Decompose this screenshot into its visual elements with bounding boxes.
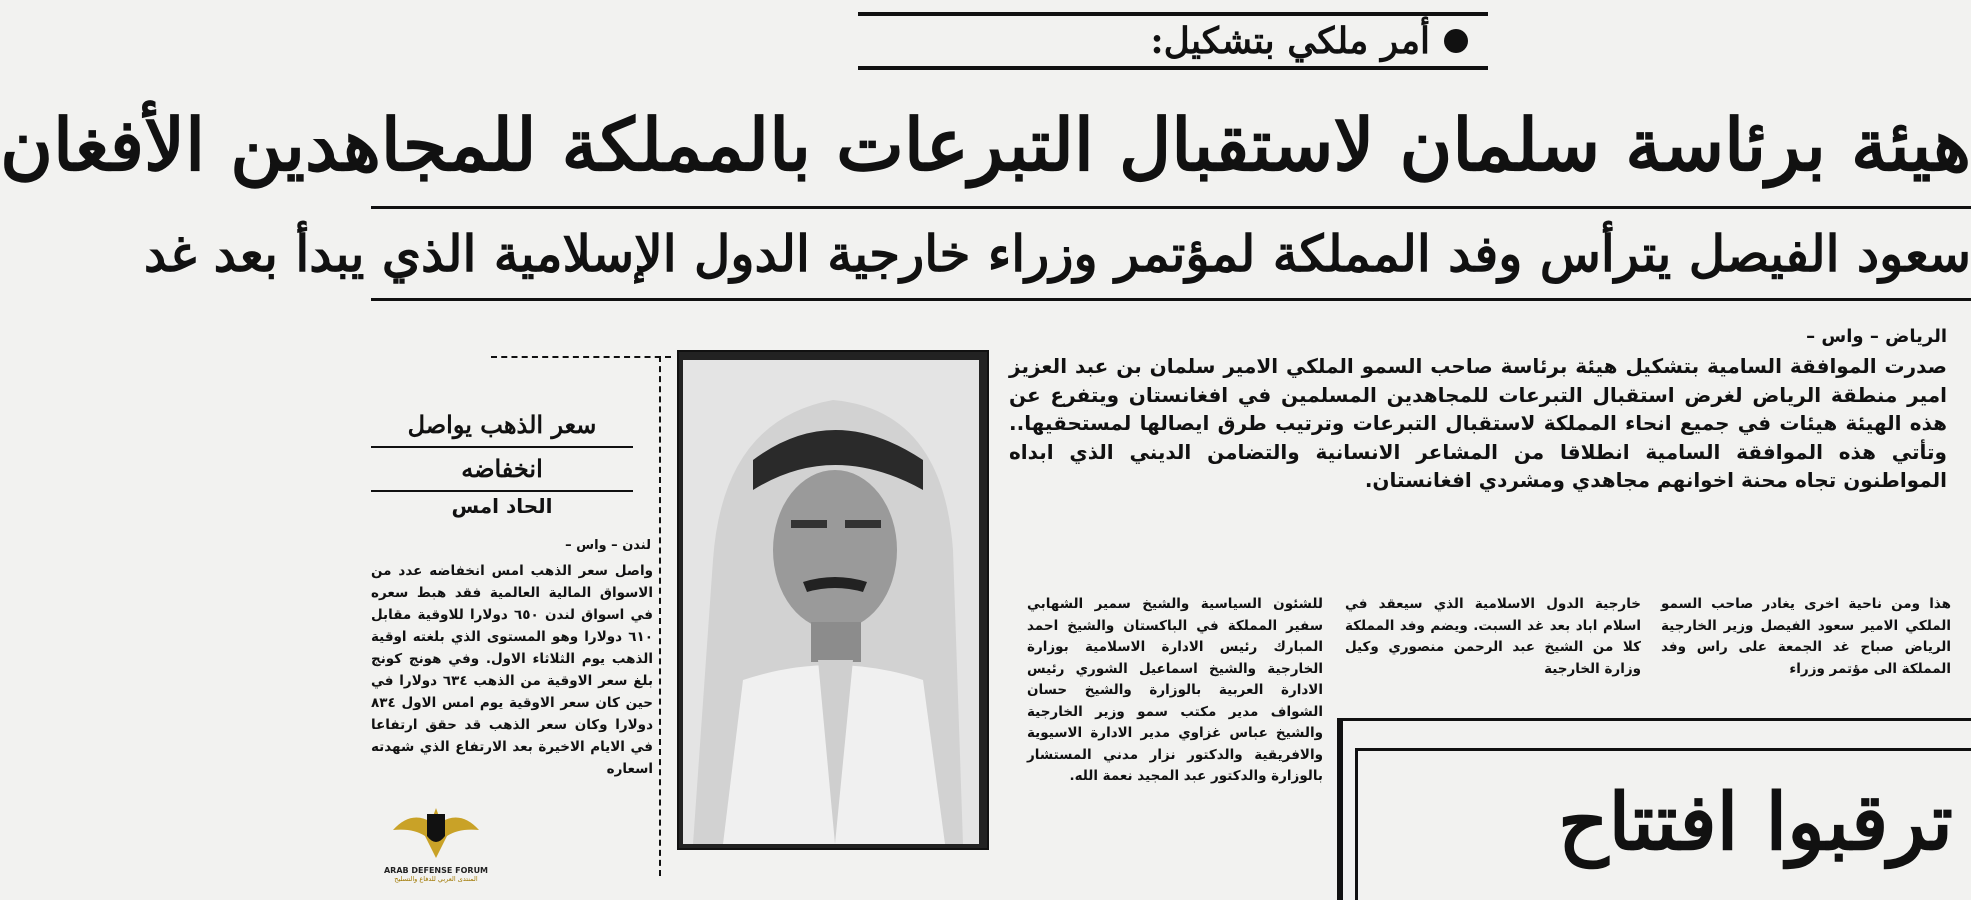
bullet-dot-icon (1444, 29, 1468, 53)
gold-story-dateline: لندن – واس – (565, 538, 651, 553)
subheadline-divider (371, 298, 1971, 301)
kicker-text: أمر ملكي بتشكيل: (1150, 20, 1430, 62)
continuation-column-1: هذا ومن ناحية اخرى يغادر صاحب السمو الملكي الامير سعود الفيصل وزير الخارجية الرياض صباح غد الجمعة على راس وفد المملكة الى مؤتمر وزراء (1661, 596, 1951, 677)
gold-story-headline (371, 404, 633, 492)
gold-story-dotted-border-top (491, 356, 671, 358)
gold-headline-rule-2 (371, 490, 633, 492)
gold-headline-line1: سعر الذهب يواصل (407, 410, 597, 439)
gold-headline-line2: انخفاضه (461, 454, 543, 483)
subheadline: سعود الفيصل يترأس وفد المملكة لمؤتمر وزراء خارجية الدول الإسلامية الذي يبدأ بعد غد (143, 224, 1971, 283)
portrait-figure-icon (683, 360, 979, 844)
headline-divider (371, 206, 1971, 209)
watermark-text-ar: المنتدى العربي للدفاع والتسليح (394, 875, 478, 883)
gold-story-body: واصل سعر الذهب امس انخفاضه عدد من الاسواق المالية العالمية فقد هبط سعره في اسواق لندن ٦٥٠ دولارا للاوقية مقابل ٦١٠ دولارا وهو المستوى الذي بلغته اوقية الذهب يوم الثلاثاء الاول. وفي هونج كونج بلغ سعر الاوقية من الذهب ٦٣٤ دولارا في حين كان سعر الاوقية يوم امس الاول ٨٣٤ دولارا وكان سعر الذهب قد حقق ارتفاعا في الايام الاخيرة بعد الارتفاع الذي شهدته اسعاره (371, 563, 654, 777)
gold-story-dotted-border-side (659, 356, 661, 876)
portrait-photo (677, 350, 989, 850)
lead-dateline: الرياض – واس – (1806, 326, 1947, 347)
lead-story-body: صدرت الموافقة السامية بتشكيل هيئة برئاسة صاحب السمو الملكي الامير سلمان بن عبد العزيز امير منطقة الرياض لغرض استقبال التبرعات للمجاهدين المسلمين في افغانستان ويتفرع عن هذه الهيئة هيئات في جميع انحاء المملكة لاستقبال التبرعات وترتيب طرق ايصالها لمستحقيها.. وتأتي هذه الموافقة السامية انطلاقا من المشاعر الانسانية والتضامن الديني الذي ابداه المواطنون تجاه محنة اخوانهم مجاهدي ومشردي افغانستان. (1009, 354, 1947, 492)
continuation-column-3: للشئون السياسية والشيخ سمير الشهابي سفير المملكة في الباكستان والشيخ احمد المبارك رئيس الادارة الاسلامية بوزارة الخارجية والشيخ اسماعيل الشوري رئيس الادارة العربية بالوزارة والشيخ حسان الشواف مدير مكتب سمو وزير الخارجية والشيخ عباس غزاوي مدير الادارة الاسيوية والافريقية والدكتور نزار مدني المستشار بالوزارة والدكتور عبد المجيد نعمة الله. (1027, 596, 1323, 784)
watermark-text-en: ARAB DEFENSE FORUM (383, 866, 489, 875)
eagle-shield-icon (391, 800, 481, 862)
gold-story-subhead: الحاد امس (451, 494, 553, 518)
ad-box-headline: ترقبوا افتتاح (1558, 777, 1953, 868)
forum-watermark-logo (375, 800, 497, 898)
main-headline: هيئة برئاسة سلمان لاستقبال التبرعات بالمملكة للمجاهدين الأفغان (0, 102, 1971, 187)
continuation-column-2: خارجية الدول الاسلامية الذي سيعقد في اسلام اباد بعد غد السبت. ويضم وفد المملكة كلا من الشيخ عبد الرحمن منصوري وكيل وزارة الخارجية (1345, 596, 1641, 677)
kicker-banner (858, 12, 1488, 70)
